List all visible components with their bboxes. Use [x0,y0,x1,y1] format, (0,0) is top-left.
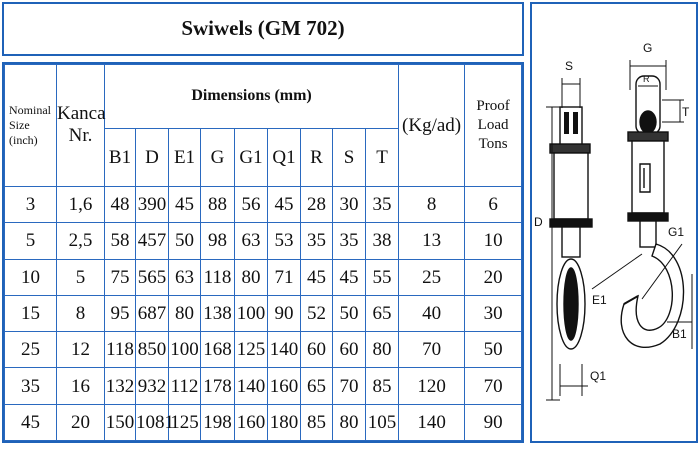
cell-t: 80 [366,332,399,368]
page-title: Swiwels (GM 702) [181,16,345,40]
cell-e1: 100 [169,332,201,368]
cell-proof: 90 [465,404,522,440]
cell-b1: 118 [105,332,136,368]
table-body [5,186,522,440]
cell-r: 52 [301,295,333,331]
cell-kg: 25 [399,259,465,295]
cell-r: 28 [301,186,333,222]
cell-t: 105 [366,404,399,440]
cell-e1: 80 [169,295,201,331]
cell-proof: 30 [465,295,522,331]
table-row [5,295,522,331]
cell-size: 3 [5,186,57,222]
cell-kg: 13 [399,223,465,259]
cell-proof: 20 [465,259,522,295]
header-col-t: T [366,128,399,186]
cell-kg: 8 [399,186,465,222]
cell-d: 932 [136,368,169,404]
cell-g: 198 [201,404,235,440]
cell-q1: 53 [268,223,301,259]
cell-e1: 45 [169,186,201,222]
cell-d: 390 [136,186,169,222]
table-row [5,223,522,259]
cell-e1: 125 [169,404,201,440]
cell-g1: 160 [235,404,268,440]
cell-kanca: 20 [57,404,105,440]
cell-e1: 112 [169,368,201,404]
cell-g1: 63 [235,223,268,259]
cell-g: 88 [201,186,235,222]
cell-g1: 140 [235,368,268,404]
cell-r: 85 [301,404,333,440]
cell-size: 15 [5,295,57,331]
table-row [5,186,522,222]
diagram-panel [530,2,698,443]
cell-d: 457 [136,223,169,259]
cell-size: 35 [5,368,57,404]
cell-b1: 75 [105,259,136,295]
cell-proof: 6 [465,186,522,222]
header-proof-load: Proof Load Tons [465,65,522,187]
header-col-s: S [333,128,366,186]
label-g: G [643,41,653,55]
header-col-d: D [136,128,169,186]
header-col-q1: Q1 [268,128,301,186]
cell-size: 10 [5,259,57,295]
spec-table-panel [2,62,524,443]
cell-s: 70 [333,368,366,404]
cell-g: 178 [201,368,235,404]
cell-size: 5 [5,223,57,259]
cell-g: 98 [201,223,235,259]
cell-s: 30 [333,186,366,222]
cell-proof: 50 [465,332,522,368]
cell-kg: 120 [399,368,465,404]
cell-s: 45 [333,259,366,295]
cell-g: 138 [201,295,235,331]
cell-size: 25 [5,332,57,368]
title-panel [2,2,524,56]
cell-t: 85 [366,368,399,404]
cell-kg: 40 [399,295,465,331]
cell-b1: 150 [105,404,136,440]
header-row-top [5,65,522,129]
header-dimensions: Dimensions (mm) [105,65,399,129]
cell-q1: 90 [268,295,301,331]
spec-table [4,64,522,441]
cell-r: 60 [301,332,333,368]
table-row [5,404,522,440]
cell-s: 35 [333,223,366,259]
cell-kanca: 12 [57,332,105,368]
label-r: R [643,74,650,84]
cell-kanca: 16 [57,368,105,404]
label-s: S [565,59,574,73]
cell-g1: 80 [235,259,268,295]
label-q1: Q1 [590,369,607,383]
header-col-e1: E1 [169,128,201,186]
cell-kanca: 8 [57,295,105,331]
cell-s: 50 [333,295,366,331]
cell-g1: 56 [235,186,268,222]
swivel-diagram [532,4,696,441]
label-d: D [534,215,543,229]
cell-kanca: 1,6 [57,186,105,222]
cell-proof: 70 [465,368,522,404]
cell-d: 1081 [136,404,169,440]
cell-d: 565 [136,259,169,295]
cell-b1: 95 [105,295,136,331]
cell-t: 55 [366,259,399,295]
cell-g: 168 [201,332,235,368]
cell-g1: 125 [235,332,268,368]
cell-r: 65 [301,368,333,404]
cell-s: 60 [333,332,366,368]
cell-q1: 45 [268,186,301,222]
swivel-hook-view [621,76,683,347]
cell-e1: 50 [169,223,201,259]
cell-size: 45 [5,404,57,440]
header-col-g1: G1 [235,128,268,186]
cell-b1: 132 [105,368,136,404]
cell-t: 35 [366,186,399,222]
cell-t: 38 [366,223,399,259]
cell-kg: 140 [399,404,465,440]
label-b1: B1 [672,327,687,341]
cell-proof: 10 [465,223,522,259]
header-col-r: R [301,128,333,186]
cell-g1: 100 [235,295,268,331]
swivel-side-view [550,107,592,349]
label-t: T [682,105,690,119]
header-kg: (Kg/ad) [399,65,465,187]
label-e1: E1 [592,293,607,307]
cell-g: 118 [201,259,235,295]
cell-b1: 58 [105,223,136,259]
cell-kg: 70 [399,332,465,368]
header-nominal-size: Nominal Size (inch) [5,65,57,187]
cell-b1: 48 [105,186,136,222]
header-col-b1: B1 [105,128,136,186]
cell-q1: 180 [268,404,301,440]
header-col-g: G [201,128,235,186]
cell-q1: 160 [268,368,301,404]
table-row [5,259,522,295]
cell-t: 65 [366,295,399,331]
cell-r: 45 [301,259,333,295]
label-g1: G1 [668,225,685,239]
cell-e1: 63 [169,259,201,295]
cell-r: 35 [301,223,333,259]
cell-kanca: 5 [57,259,105,295]
cell-d: 687 [136,295,169,331]
cell-q1: 140 [268,332,301,368]
header-kanca: Kanca Nr. [57,65,105,187]
table-row [5,368,522,404]
cell-kanca: 2,5 [57,223,105,259]
cell-d: 850 [136,332,169,368]
table-row [5,332,522,368]
cell-s: 80 [333,404,366,440]
cell-q1: 71 [268,259,301,295]
